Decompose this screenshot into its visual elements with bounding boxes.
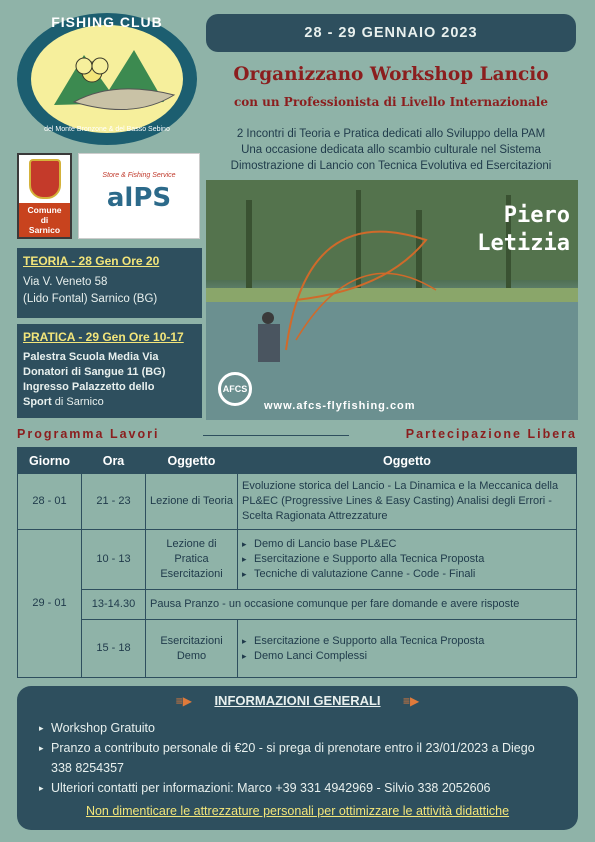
teoria-title: TEORIA - 28 Gen Ore 20 [23,254,160,268]
info-list [39,718,556,798]
table-row: 28 - 01 21 - 23 Lezione di Teoria Evoluzione storica del Lancio - La Dinamica e la Meccanica della PL&EC (Progressive Lines & Easy Casting) Analisi degli Errori - Scelta Ragionata Attrezzature [18,474,577,530]
divider [203,435,349,436]
table-row: 29 - 01 10 - 13 Lezione di Pratica Esercitazioni ▸ Demo di Lancio base PL&EC ▸ Esercitazione e Supporto alla Tecnica Proposta ▸ Tecniche di valutazione Canne - Code - Finali [18,530,577,590]
logo-ring-text: del Monte Bronzone & del Basso Sebino [44,126,170,133]
teoria-box [17,248,202,318]
main-title: Organizzano Workshop Lancio [233,64,549,85]
col-ora: Ora [82,448,146,474]
info-footer: Non dimenticare le attrezzature personali per ottimizzare le attività didattiche [85,804,510,818]
alps-tagline: Store & Fishing Service [102,172,176,179]
table-row: 15 - 18 Esercitazioni Demo ▸ Esercitazione e Supporto alla Tecnica Proposta ▸ Demo Lanci Complessi [18,620,577,678]
info-title: INFORMAZIONI GENERALI [214,693,381,708]
comune-label: Comune di Sarnico [19,203,70,237]
pratica-address: Palestra Scuola Media Via Donatori di Sangue 11 (BG) Ingresso Palazzetto dello Sport di Sarnico [23,351,166,408]
fishing-club-logo [14,10,200,148]
teoria-address-2: (Lido Fontal) Sarnico (BG) [23,293,158,305]
program-table [17,447,577,678]
list-item: ▸ Pranzo a contributo personale di €20 - si prega di prenotare entro il 23/01/2023 a Diego 338 8254357 [39,738,556,778]
program-label: Programma Lavori [17,427,160,441]
instructor-name: Piero Letizia [477,203,570,256]
col-oggetto-2: Oggetto [238,448,577,474]
logo-title: FISHING CLUB [51,14,163,30]
info-box [17,686,578,830]
date-banner: 28 - 29 GENNAIO 2023 [206,14,576,52]
pratica-title: PRATICA - 29 Gen Ore 10-17 [23,330,184,344]
coat-of-arms-icon [29,159,61,199]
afcs-logo: AFCS [218,372,252,406]
pratica-box [17,324,202,418]
alps-logo [78,153,200,239]
fish-right-icon: ≡▶ [403,694,420,708]
fly-casting-photo [206,180,578,420]
list-item: ▸ Workshop Gratuito [39,718,556,738]
section-header [17,427,577,443]
website-url: www.afcs-flyfishing.com [264,400,416,412]
list-item: ▸ Ulteriori contatti per informazioni: Marco +39 331 4942969 - Silvio 338 2052606 [39,778,556,798]
col-giorno: Giorno [18,448,82,474]
table-row: 13-14.30 Pausa Pranzo - un occasione comunque per fare domande e avere risposte [18,590,577,620]
alps-name: alPS [106,183,172,213]
teoria-address: Via V. Veneto 58 [23,276,108,288]
col-oggetto: Oggetto [146,448,238,474]
participation-label: Partecipazione Libera [405,427,577,441]
info-header [39,692,556,710]
fish-left-icon: ≡▶ [175,694,192,708]
intro-text: 2 Incontri di Teoria e Pratica dedicati allo Sviluppo della PAM Una occasione dedicata allo scambio culturale nel Sistema Dimostrazione di Lancio con Tecnica Evolutiva ed Esercitazioni [230,128,552,172]
subtitle: con un Professionista di Livello Internazionale [233,95,549,109]
comune-badge [17,153,72,239]
